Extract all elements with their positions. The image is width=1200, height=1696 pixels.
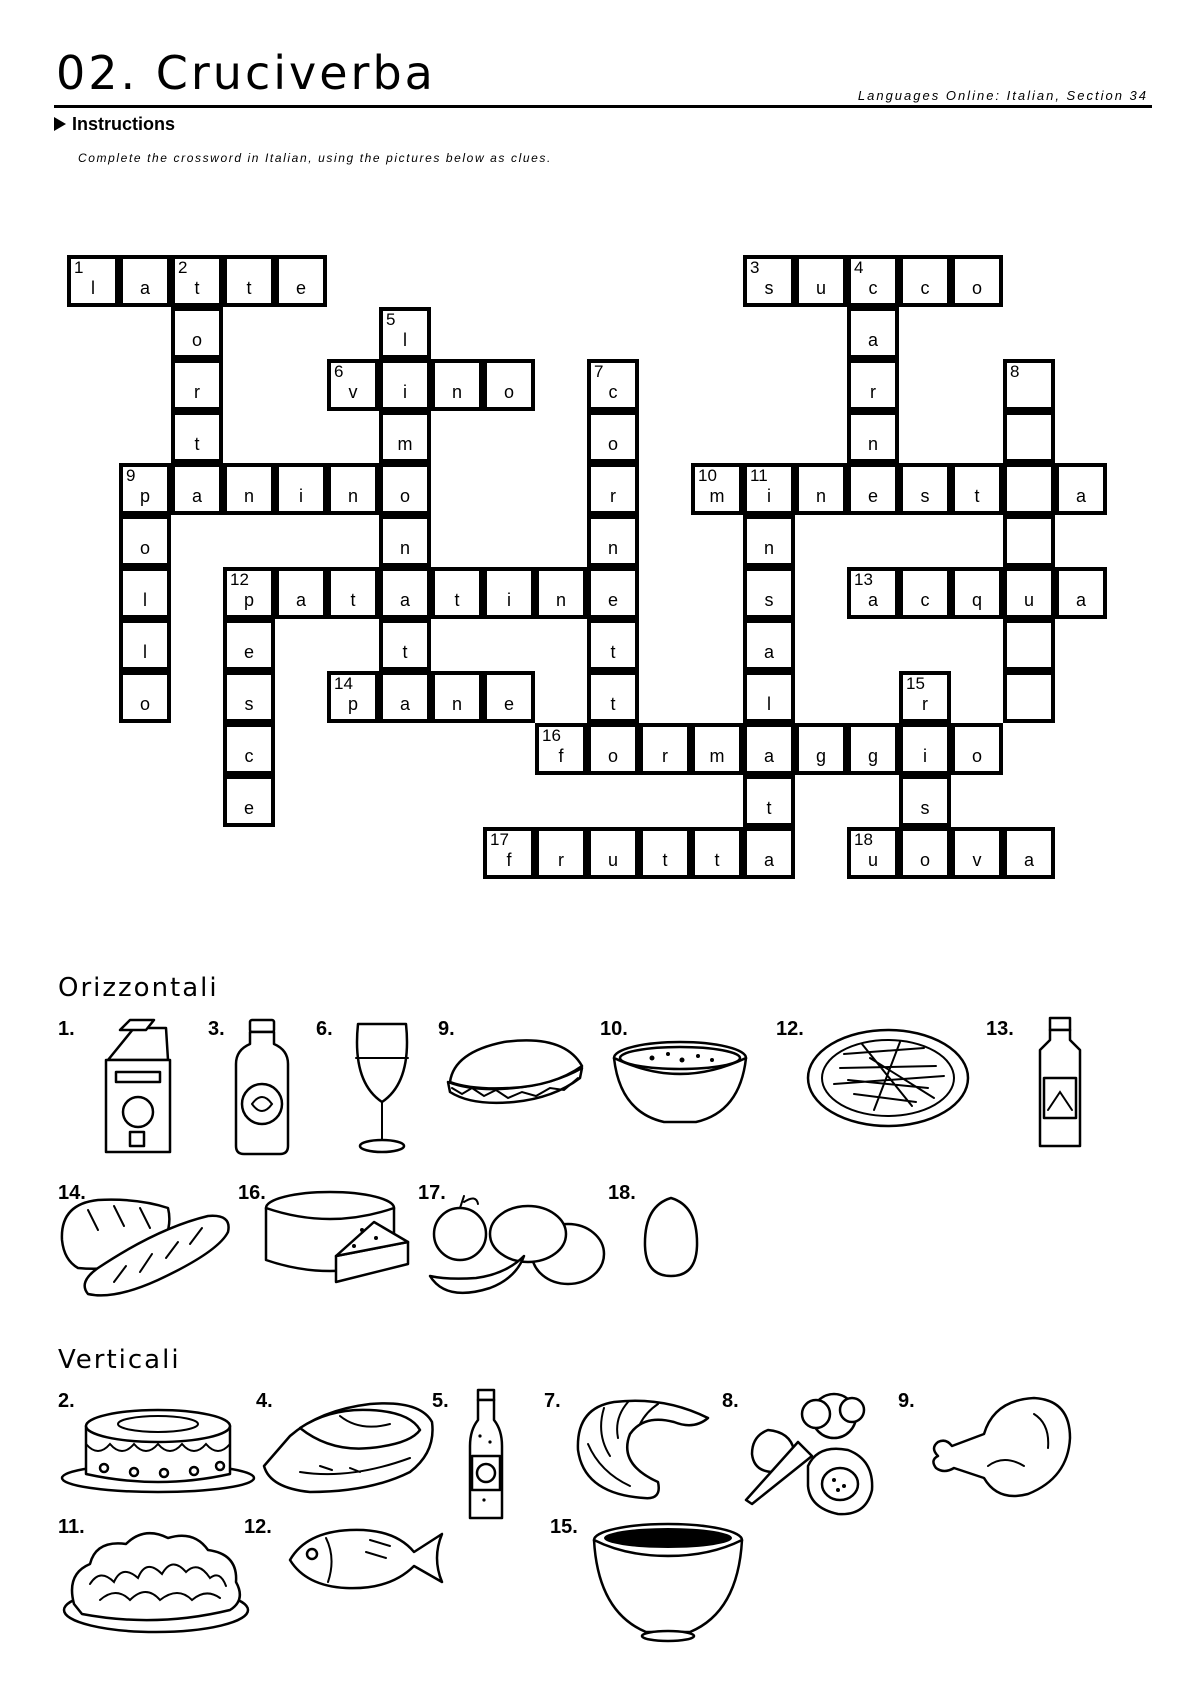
clue-number: 12. xyxy=(776,1018,804,1040)
cell-letter: t xyxy=(402,642,408,662)
crossword-cell[interactable] xyxy=(379,307,431,359)
crossword-cell[interactable] xyxy=(483,567,535,619)
clue-number: 10. xyxy=(600,1018,628,1040)
orizzontali-heading: Orizzontali xyxy=(58,973,219,1003)
cell-letter: r xyxy=(870,382,876,402)
crossword-cell[interactable] xyxy=(327,359,379,411)
crossword-cell[interactable] xyxy=(899,827,951,879)
crossword-cell[interactable] xyxy=(899,255,951,307)
cell-letter: t xyxy=(350,590,356,610)
clue-down-8 xyxy=(722,1390,892,1520)
clue-across-14 xyxy=(58,1182,238,1304)
chicken-leg-icon xyxy=(924,1394,1074,1506)
cell-letter: o xyxy=(971,746,982,766)
clue-down-7 xyxy=(544,1390,724,1510)
lemonade-bottle-icon xyxy=(466,1390,506,1522)
cell-letter: m xyxy=(709,486,725,506)
crossword-cell[interactable] xyxy=(847,723,899,775)
clue-number-label: 4 xyxy=(854,258,864,277)
cell-letter: a xyxy=(295,590,306,610)
crossword-cell[interactable] xyxy=(1003,827,1055,879)
wine-glass-icon xyxy=(350,1022,414,1154)
crossword-cell[interactable] xyxy=(1055,463,1107,515)
cell-letter: a xyxy=(763,746,774,766)
cell-letter: n xyxy=(555,590,566,610)
cell-letter: e xyxy=(503,694,514,714)
page-title: 02. Cruciverba xyxy=(56,46,436,100)
crossword-cell[interactable] xyxy=(899,463,951,515)
vegetables-icon xyxy=(738,1390,888,1520)
crossword-cell[interactable] xyxy=(951,255,1003,307)
cell-letter: t xyxy=(662,850,668,870)
clue-down-11 xyxy=(58,1516,258,1636)
clue-down-12 xyxy=(244,1516,444,1616)
page-subtitle: Languages Online: Italian, Section 34 xyxy=(857,88,1148,103)
clue-number-label: 18 xyxy=(854,830,873,849)
crossword-cell[interactable] xyxy=(691,827,743,879)
crossword-cell[interactable] xyxy=(483,827,535,879)
cell-letter: a xyxy=(1075,590,1086,610)
cell-letter: t xyxy=(194,434,200,454)
crossword-cell[interactable] xyxy=(587,567,639,619)
cell-letter: r xyxy=(610,486,616,506)
clue-number: 7. xyxy=(544,1390,561,1412)
crossword-cell[interactable] xyxy=(535,567,587,619)
crossword-cell[interactable] xyxy=(119,567,171,619)
crossword-cell[interactable] xyxy=(223,567,275,619)
crossword-cell[interactable] xyxy=(379,567,431,619)
crossword-cell[interactable] xyxy=(535,827,587,879)
clue-down-9 xyxy=(898,1390,1078,1510)
cell-letter: i xyxy=(507,590,511,610)
crossword-cell[interactable] xyxy=(743,515,795,567)
cell-letter: t xyxy=(194,278,200,298)
crossword-cell[interactable] xyxy=(1003,411,1055,463)
cell-letter: a xyxy=(763,642,774,662)
crossword-cell[interactable] xyxy=(847,307,899,359)
cell-letter: l xyxy=(143,590,147,610)
cell-letter: o xyxy=(139,694,150,714)
cell-letter: i xyxy=(403,382,407,402)
crossword-cell[interactable] xyxy=(483,671,535,723)
cell-letter: n xyxy=(347,486,358,506)
cell-letter: i xyxy=(299,486,303,506)
cell-letter: r xyxy=(558,850,564,870)
cell-letter: e xyxy=(243,798,254,818)
clue-number: 16. xyxy=(238,1182,266,1204)
cell-letter: e xyxy=(607,590,618,610)
clue-number-label: 13 xyxy=(854,570,873,589)
clue-across-13 xyxy=(986,1018,1086,1158)
crossword-cell[interactable] xyxy=(327,463,379,515)
clue-down-5 xyxy=(432,1390,512,1520)
rice-bowl-icon xyxy=(590,1520,746,1644)
crossword-cell[interactable] xyxy=(847,255,899,307)
crossword-cell[interactable] xyxy=(743,723,795,775)
cell-letter: p xyxy=(243,590,254,610)
cell-letter: s xyxy=(764,590,774,610)
crossword-cell[interactable] xyxy=(639,827,691,879)
clue-number-label: 10 xyxy=(698,466,717,485)
cell-letter: o xyxy=(971,278,982,298)
cell-letter: r xyxy=(922,694,928,714)
cell-letter: l xyxy=(143,642,147,662)
clue-number-label: 2 xyxy=(178,258,188,277)
cell-letter: q xyxy=(971,590,982,610)
cell-letter: e xyxy=(867,486,878,506)
fish-icon xyxy=(286,1524,446,1594)
cell-letter: i xyxy=(923,746,927,766)
crossword-cell[interactable] xyxy=(587,463,639,515)
instructions-text: Complete the crossword in Italian, using the pictures below as clues. xyxy=(78,151,552,165)
crossword-cell[interactable] xyxy=(223,619,275,671)
clue-number: 17. xyxy=(418,1182,446,1204)
clue-number: 11. xyxy=(58,1516,85,1538)
cell-letter: s xyxy=(920,486,930,506)
cell-letter: u xyxy=(1023,590,1034,610)
crossword-cell[interactable] xyxy=(171,255,223,307)
verticali-heading: Verticali xyxy=(58,1345,181,1375)
crossword-cell[interactable] xyxy=(171,307,223,359)
cell-letter: t xyxy=(246,278,252,298)
crossword-cell[interactable] xyxy=(1003,619,1055,671)
crossword-cell[interactable] xyxy=(119,619,171,671)
crossword-cell[interactable] xyxy=(743,255,795,307)
cell-letter: u xyxy=(815,278,826,298)
clue-number: 2. xyxy=(58,1390,75,1412)
clue-number-label: 15 xyxy=(906,674,925,693)
cell-letter: n xyxy=(451,694,462,714)
crossword-cell[interactable] xyxy=(587,827,639,879)
clue-number-label: 5 xyxy=(386,310,396,329)
crossword-cell[interactable] xyxy=(379,463,431,515)
crossword-cell[interactable] xyxy=(379,359,431,411)
cell-letter: m xyxy=(397,434,413,454)
milk-carton-icon xyxy=(96,1020,176,1155)
crossword-cell[interactable] xyxy=(587,619,639,671)
clue-number-label: 17 xyxy=(490,830,509,849)
clue-across-6 xyxy=(316,1018,426,1158)
clue-number: 9. xyxy=(438,1018,455,1040)
crossword-cell[interactable] xyxy=(431,671,483,723)
salad-icon xyxy=(60,1524,252,1636)
crossword-cell[interactable] xyxy=(327,567,379,619)
cell-letter: n xyxy=(451,382,462,402)
crossword-cell[interactable] xyxy=(951,827,1003,879)
cell-letter: a xyxy=(399,590,410,610)
clue-number: 5. xyxy=(432,1390,449,1412)
cell-letter: l xyxy=(91,278,95,298)
crossword-cell[interactable] xyxy=(743,619,795,671)
crossword-cell[interactable] xyxy=(1003,671,1055,723)
clue-number-label: 14 xyxy=(334,674,353,693)
clue-number: 14. xyxy=(58,1182,86,1204)
clue-across-18 xyxy=(608,1182,708,1304)
crossword-cell[interactable] xyxy=(67,255,119,307)
cell-letter: t xyxy=(454,590,460,610)
cell-letter: r xyxy=(662,746,668,766)
cell-letter: a xyxy=(139,278,150,298)
cheese-icon xyxy=(264,1186,416,1290)
clue-number-label: 7 xyxy=(594,362,604,381)
cell-letter: t xyxy=(610,694,616,714)
crossword-cell[interactable] xyxy=(847,463,899,515)
cell-letter: o xyxy=(607,746,618,766)
crossword-cell[interactable] xyxy=(223,723,275,775)
crossword-cell[interactable] xyxy=(951,567,1003,619)
crossword-cell[interactable] xyxy=(171,463,223,515)
crossword-cell[interactable] xyxy=(483,359,535,411)
cell-letter: v xyxy=(972,850,982,870)
cell-letter: n xyxy=(763,538,774,558)
clue-number-label: 1 xyxy=(74,258,84,277)
crossword-cell[interactable] xyxy=(587,671,639,723)
cell-letter: a xyxy=(867,330,878,350)
cell-letter: c xyxy=(920,590,930,610)
crossword-cell[interactable] xyxy=(743,775,795,827)
crossword-cell[interactable] xyxy=(899,567,951,619)
crossword-cell[interactable] xyxy=(275,255,327,307)
crossword-cell[interactable] xyxy=(899,723,951,775)
crossword-cell[interactable] xyxy=(223,775,275,827)
crossword-cell[interactable] xyxy=(379,619,431,671)
crossword-cell[interactable] xyxy=(275,463,327,515)
cell-letter: s xyxy=(920,798,930,818)
water-bottle-icon xyxy=(1036,1018,1084,1150)
croissant-icon xyxy=(574,1394,714,1506)
crossword-cell[interactable] xyxy=(951,723,1003,775)
cell-letter: o xyxy=(919,850,930,870)
cell-letter: s xyxy=(244,694,254,714)
clue-number: 12. xyxy=(244,1516,272,1538)
clue-across-1 xyxy=(58,1018,178,1158)
fries-plate-icon xyxy=(804,1018,970,1130)
crossword-cell[interactable] xyxy=(847,359,899,411)
cell-letter: c xyxy=(920,278,930,298)
bread-icon xyxy=(58,1196,234,1302)
crossword-cell[interactable] xyxy=(535,723,587,775)
clue-number-label: 11 xyxy=(750,466,768,485)
clue-number: 13. xyxy=(986,1018,1014,1040)
cell-letter: n xyxy=(399,538,410,558)
crossword-cell[interactable] xyxy=(743,827,795,879)
egg-icon xyxy=(642,1196,700,1278)
cell-letter: o xyxy=(607,434,618,454)
cell-letter: g xyxy=(867,746,878,766)
cell-letter: l xyxy=(403,330,407,350)
sandwich-icon xyxy=(444,1032,588,1112)
cell-letter: a xyxy=(1075,486,1086,506)
cell-letter: e xyxy=(295,278,306,298)
cell-letter: o xyxy=(191,330,202,350)
cell-letter: n xyxy=(867,434,878,454)
clue-number: 9. xyxy=(898,1390,915,1412)
crossword-cell[interactable] xyxy=(743,463,795,515)
cell-letter: p xyxy=(347,694,358,714)
cell-letter: l xyxy=(767,694,771,714)
crossword-cell[interactable] xyxy=(587,723,639,775)
crossword-cell[interactable] xyxy=(795,463,847,515)
crossword-cell[interactable] xyxy=(431,359,483,411)
crossword-cell[interactable] xyxy=(1003,359,1055,411)
clue-number: 1. xyxy=(58,1018,75,1040)
crossword-cell[interactable] xyxy=(691,723,743,775)
crossword-cell[interactable] xyxy=(1003,567,1055,619)
cell-letter: r xyxy=(194,382,200,402)
crossword-cell[interactable] xyxy=(327,671,379,723)
cell-letter: n xyxy=(243,486,254,506)
crossword-cell[interactable] xyxy=(379,671,431,723)
cell-letter: n xyxy=(815,486,826,506)
cell-letter: o xyxy=(139,538,150,558)
crossword-cell[interactable] xyxy=(587,359,639,411)
crossword-cell[interactable] xyxy=(1055,567,1107,619)
clue-number: 3. xyxy=(208,1018,225,1040)
cell-letter: a xyxy=(399,694,410,714)
crossword-cell[interactable] xyxy=(171,359,223,411)
crossword-cell[interactable] xyxy=(1003,515,1055,567)
clue-across-12 xyxy=(776,1018,976,1138)
cell-letter: s xyxy=(764,278,774,298)
clue-number-label: 12 xyxy=(230,570,249,589)
cell-letter: a xyxy=(867,590,878,610)
crossword-cell[interactable] xyxy=(431,567,483,619)
crossword-cell[interactable] xyxy=(899,775,951,827)
clue-across-17 xyxy=(418,1182,608,1304)
cell-letter: m xyxy=(709,746,725,766)
soup-bowl-icon xyxy=(612,1036,748,1132)
instructions-heading-label: Instructions xyxy=(72,114,176,134)
cell-letter: t xyxy=(974,486,980,506)
crossword-cell[interactable] xyxy=(119,671,171,723)
clue-number-label: 16 xyxy=(542,726,561,745)
crossword-cell[interactable] xyxy=(171,411,223,463)
crossword-cell[interactable] xyxy=(795,723,847,775)
crossword-cell[interactable] xyxy=(691,463,743,515)
clue-down-4 xyxy=(256,1390,436,1500)
cake-icon xyxy=(58,1396,258,1496)
crossword-cell[interactable] xyxy=(743,567,795,619)
crossword-cell[interactable] xyxy=(587,515,639,567)
crossword-cell[interactable] xyxy=(847,827,899,879)
cell-letter: t xyxy=(714,850,720,870)
clue-number: 8. xyxy=(722,1390,739,1412)
crossword-cell[interactable] xyxy=(587,411,639,463)
clue-number: 4. xyxy=(256,1390,273,1412)
crossword-cell[interactable] xyxy=(275,567,327,619)
crossword-cell[interactable] xyxy=(379,515,431,567)
clue-number-label: 8 xyxy=(1010,362,1020,381)
clue-number-label: 9 xyxy=(126,466,136,485)
crossword-cell[interactable] xyxy=(223,463,275,515)
crossword-cell[interactable] xyxy=(1003,463,1055,515)
cell-letter: a xyxy=(1023,850,1034,870)
juice-bottle-icon xyxy=(232,1020,292,1156)
crossword-cell[interactable] xyxy=(119,515,171,567)
crossword-cell[interactable] xyxy=(795,255,847,307)
fruit-icon xyxy=(426,1192,608,1304)
clue-number-label: 6 xyxy=(334,362,344,381)
clue-number: 15. xyxy=(550,1516,578,1538)
cell-letter: o xyxy=(503,382,514,402)
clue-down-2 xyxy=(58,1390,258,1500)
cell-letter: e xyxy=(243,642,254,662)
crossword-cell[interactable] xyxy=(223,671,275,723)
cell-letter: a xyxy=(763,850,774,870)
crossword-cell[interactable] xyxy=(119,463,171,515)
cell-letter: c xyxy=(244,746,254,766)
clue-across-16 xyxy=(238,1182,418,1304)
crossword-cell[interactable] xyxy=(847,567,899,619)
clue-number: 18. xyxy=(608,1182,636,1204)
cell-letter: n xyxy=(607,538,618,558)
cell-letter: f xyxy=(558,746,564,766)
crossword-cell[interactable] xyxy=(639,723,691,775)
meat-icon xyxy=(260,1396,436,1496)
cell-letter: t xyxy=(766,798,772,818)
clue-number: 6. xyxy=(316,1018,333,1040)
crossword-cell[interactable] xyxy=(223,255,275,307)
cell-letter: i xyxy=(767,486,771,506)
clue-number-label: 3 xyxy=(750,258,760,277)
cell-letter: c xyxy=(608,382,618,402)
clue-across-9 xyxy=(438,1018,588,1138)
cell-letter: c xyxy=(868,278,878,298)
cell-letter: u xyxy=(607,850,618,870)
cell-letter: g xyxy=(815,746,826,766)
clue-across-3 xyxy=(208,1018,308,1158)
clue-down-15 xyxy=(550,1516,750,1646)
crossword-cell[interactable] xyxy=(899,671,951,723)
crossword-cell[interactable] xyxy=(743,671,795,723)
crossword-cell[interactable] xyxy=(847,411,899,463)
cell-letter: p xyxy=(139,486,150,506)
cell-letter: f xyxy=(506,850,512,870)
cell-letter: o xyxy=(399,486,410,506)
clue-across-10 xyxy=(600,1018,750,1138)
cell-letter: u xyxy=(867,850,878,870)
crossword-cell[interactable] xyxy=(379,411,431,463)
cell-letter: v xyxy=(348,382,358,402)
crossword-cell[interactable] xyxy=(119,255,171,307)
crossword-cell[interactable] xyxy=(951,463,1003,515)
cell-letter: t xyxy=(610,642,616,662)
cell-letter: a xyxy=(191,486,202,506)
